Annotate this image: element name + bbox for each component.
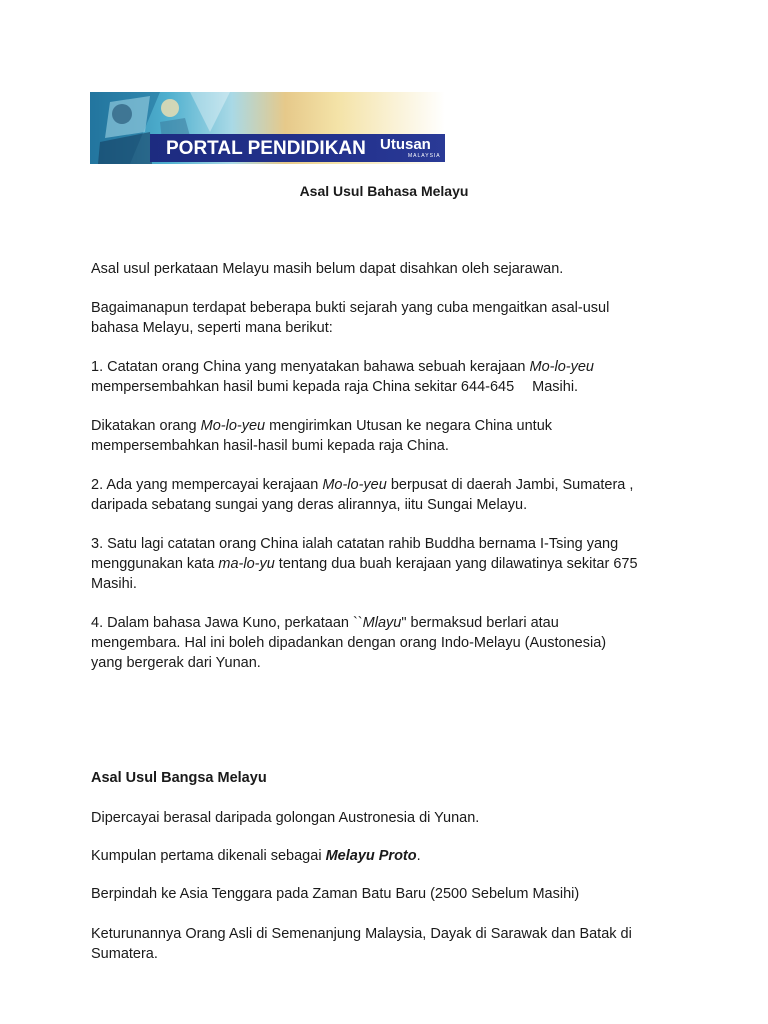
banner-title: PORTAL PENDIDIKAN [166, 138, 366, 159]
section-paragraph-2: Kumpulan pertama dikenali sebagai Melayu Proto. [91, 848, 421, 864]
point-1-line-2: mempersembahkan hasil bumi kepada raja China sekitar 644-645 Masihi. [91, 379, 579, 395]
point-2-line-1: 2. Ada yang mempercayai kerajaan Mo-lo-yeu berpusat di daerah Jambi, Sumatera , [91, 477, 634, 493]
point-1-line-1: 1. Catatan orang China yang menyatakan bahawa sebuah kerajaan Mo-lo-yeu [91, 359, 594, 375]
point-3-line-3: Masihi. [91, 576, 137, 592]
paragraph-4 [91, 416, 691, 456]
point-3-line-2: menggunakan kata ma-lo-yu tentang dua buah kerajaan yang dilawatinya sekitar 675 [91, 556, 638, 572]
paragraph-point-2 [91, 475, 691, 515]
point-2-line-2: daripada sebatang sungai yang deras alirannya, iitu Sungai Melayu. [91, 497, 528, 513]
section-paragraph-4-line-2: Sumatera. [91, 946, 158, 962]
paragraph-4-line-2: mempersembahkan hasil-hasil bumi kepada raja China. [91, 438, 449, 454]
point-3-line-1: 3. Satu lagi catatan orang China ialah catatan rahib Buddha bernama I-Tsing yang [91, 536, 619, 552]
paragraph-point-3 [91, 534, 691, 594]
section-paragraph-4 [91, 924, 691, 964]
banner-brand-logo: Utusan [380, 136, 431, 153]
paragraph-point-4 [91, 613, 691, 673]
document-title: Asal Usul Bahasa Melayu [299, 183, 469, 199]
point-4-line-1: 4. Dalam bahasa Jawa Kuno, perkataan ``Mlayu" bermaksud berlari atau [91, 615, 559, 631]
section-paragraph-4-line-1: Keturunannya Orang Asli di Semenanjung Malaysia, Dayak di Sarawak dan Batak di [91, 926, 632, 942]
banner-brand-sub: MALAYSIA [408, 153, 441, 159]
section-heading: Asal Usul Bangsa Melayu [91, 770, 267, 786]
paragraph-2-line-1: Bagaimanapun terdapat beberapa bukti sejarah yang cuba mengaitkan asal-usul [91, 300, 610, 316]
paragraph-2-line-2: bahasa Melayu, seperti mana berikut: [91, 320, 333, 336]
paragraph-4-line-1: Dikatakan orang Mo-lo-yeu mengirimkan Utusan ke negara China untuk [91, 418, 553, 434]
point-4-line-2: mengembara. Hal ini boleh dipadankan dengan orang Indo-Melayu (Austonesia) [91, 635, 607, 651]
paragraph-2 [91, 298, 691, 338]
section-paragraph-3: Berpindah ke Asia Tenggara pada Zaman Batu Baru (2500 Sebelum Masihi) [91, 886, 580, 902]
section-paragraph-1: Dipercayai berasal daripada golongan Austronesia di Yunan. [91, 810, 480, 826]
portal-banner [90, 92, 445, 164]
paragraph-1: Asal usul perkataan Melayu masih belum dapat disahkan oleh sejarawan. [91, 261, 564, 277]
point-4-line-3: yang bergerak dari Yunan. [91, 655, 261, 671]
paragraph-point-1 [91, 357, 691, 397]
